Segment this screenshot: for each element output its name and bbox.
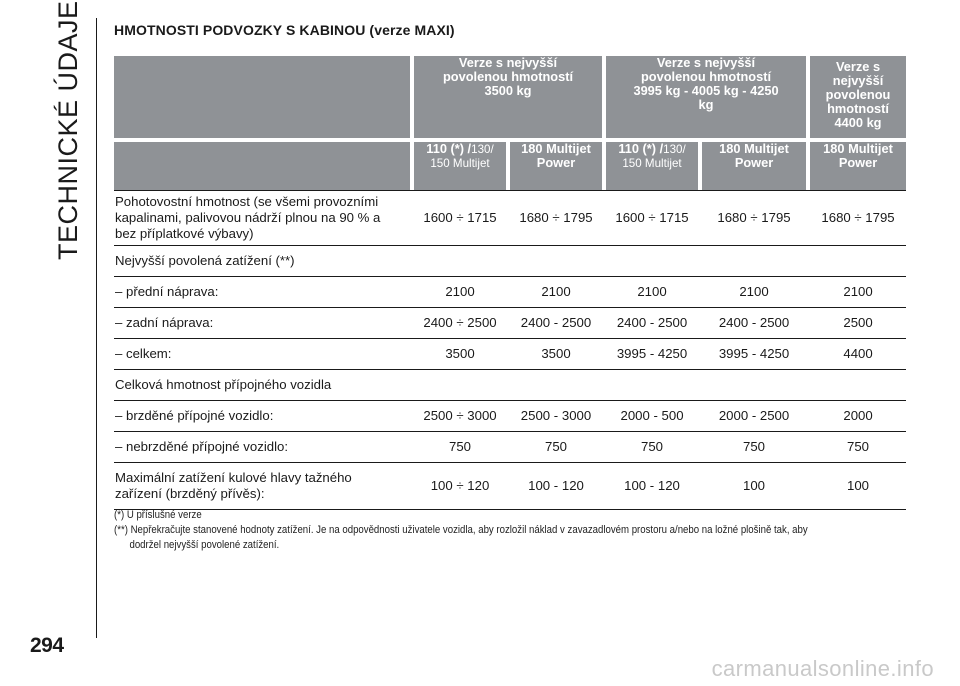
row-value: 2400 ÷ 2500 [414, 308, 506, 339]
row-value: 2100 [810, 277, 906, 308]
row-value [414, 246, 506, 277]
table-row [114, 190, 906, 246]
row-value: 2100 [702, 277, 806, 308]
row-value: 1600 ÷ 1715 [606, 190, 698, 246]
table-row [114, 308, 906, 339]
section-title: TECHNICKÉ ÚDAJE [53, 0, 83, 260]
row-label: Nejvyšší povolená zatížení (**) [114, 246, 410, 277]
row-value: 750 [810, 432, 906, 463]
row-value: 4400 [810, 339, 906, 370]
row-value [810, 246, 906, 277]
row-value: 3500 [414, 339, 506, 370]
row-value: 750 [606, 432, 698, 463]
row-value [606, 370, 698, 401]
table-row [114, 463, 906, 510]
row-value [510, 246, 602, 277]
row-value: 2000 - 500 [606, 401, 698, 432]
header-engine-5: 180 Multijet Power [810, 138, 906, 190]
table-row [114, 401, 906, 432]
header-engine-1: 110 (*) /130/ 150 Multijet [414, 138, 506, 190]
row-label: – celkem: [114, 339, 410, 370]
header-empty-cell [114, 56, 410, 138]
row-value: 2100 [606, 277, 698, 308]
footnote-2: (**) Nepřekračujte stanovené hodnoty zatížení. Je na odpovědnosti uživatele vozidla, aby rozložil náklad v zavazadlovém prostoru a/nebo na ložné plošině tak, aby [114, 524, 808, 536]
row-value: 2000 [810, 401, 906, 432]
row-value: 2500 [810, 308, 906, 339]
table-row [114, 370, 906, 401]
row-value: 100 [810, 463, 906, 510]
table-body [114, 190, 906, 510]
row-label: – brzděné přípojné vozidlo: [114, 401, 410, 432]
row-value: 750 [702, 432, 806, 463]
row-value: 3500 [510, 339, 602, 370]
table-row [114, 339, 906, 370]
row-value [702, 370, 806, 401]
header-engine-4: 180 Multijet Power [702, 138, 806, 190]
row-value: 2100 [510, 277, 602, 308]
header-engine-2: 180 Multijet Power [510, 138, 602, 190]
table-row [114, 246, 906, 277]
row-value [810, 370, 906, 401]
header-group-3500: Verze s nejvyšší povolenou hmotností 3500 kg [414, 56, 602, 138]
row-value: 2400 - 2500 [510, 308, 602, 339]
row-label: Celková hmotnost přípojného vozidla [114, 370, 410, 401]
weights-table [114, 56, 906, 510]
row-value: 1680 ÷ 1795 [702, 190, 806, 246]
row-value [606, 246, 698, 277]
row-value: 3995 - 4250 [702, 339, 806, 370]
row-value: 2000 - 2500 [702, 401, 806, 432]
row-label: – přední náprava: [114, 277, 410, 308]
row-label: Pohotovostní hmotnost (se všemi provozními kapalinami, palivovou nádrží plnou na 90 % a bez příplatkové výbavy) [114, 190, 410, 246]
header-row-engines [114, 138, 906, 190]
footnote-1: (*) U příslušné verze [114, 509, 202, 521]
header-engine-3: 110 (*) /130/ 150 Multijet [606, 138, 698, 190]
row-value: 2100 [414, 277, 506, 308]
table-row [114, 277, 906, 308]
footnote-2-continued: dodržel nejvyšší povolené zatížení. [129, 539, 280, 551]
row-value: 1680 ÷ 1795 [510, 190, 602, 246]
page-title: HMOTNOSTI PODVOZKY S KABINOU (verze MAXI) [114, 22, 455, 38]
table-row [114, 432, 906, 463]
header-row-groups [114, 56, 906, 138]
section-title-vertical [46, 0, 90, 260]
row-value: 2500 - 3000 [510, 401, 602, 432]
watermark: carmanualsonline.info [711, 656, 934, 681]
row-value: 3995 - 4250 [606, 339, 698, 370]
row-value [414, 370, 506, 401]
row-value: 1600 ÷ 1715 [414, 190, 506, 246]
row-value: 100 [702, 463, 806, 510]
row-label: – nebrzděné přípojné vozidlo: [114, 432, 410, 463]
header-group-4400: Verze s nejvyšší povolenou hmotností 4400 kg [810, 56, 906, 138]
row-value: 100 - 120 [510, 463, 602, 510]
header-group-3995: Verze s nejvyšší povolenou hmotností 3995 kg - 4005 kg - 4250 kg [606, 56, 806, 138]
row-value: 1680 ÷ 1795 [810, 190, 906, 246]
row-label: Maximální zatížení kulové hlavy tažného zařízení (brzděný přívěs): [114, 463, 410, 510]
row-value: 750 [510, 432, 602, 463]
row-label: – zadní náprava: [114, 308, 410, 339]
row-value: 2500 ÷ 3000 [414, 401, 506, 432]
row-value [510, 370, 602, 401]
vertical-divider [96, 18, 97, 638]
footnotes [114, 508, 914, 553]
page-number: 294 [30, 634, 64, 657]
row-value: 2400 - 2500 [606, 308, 698, 339]
row-value: 750 [414, 432, 506, 463]
row-value [702, 246, 806, 277]
row-value: 100 - 120 [606, 463, 698, 510]
header-empty-cell [114, 138, 410, 190]
row-value: 100 ÷ 120 [414, 463, 506, 510]
row-value: 2400 - 2500 [702, 308, 806, 339]
